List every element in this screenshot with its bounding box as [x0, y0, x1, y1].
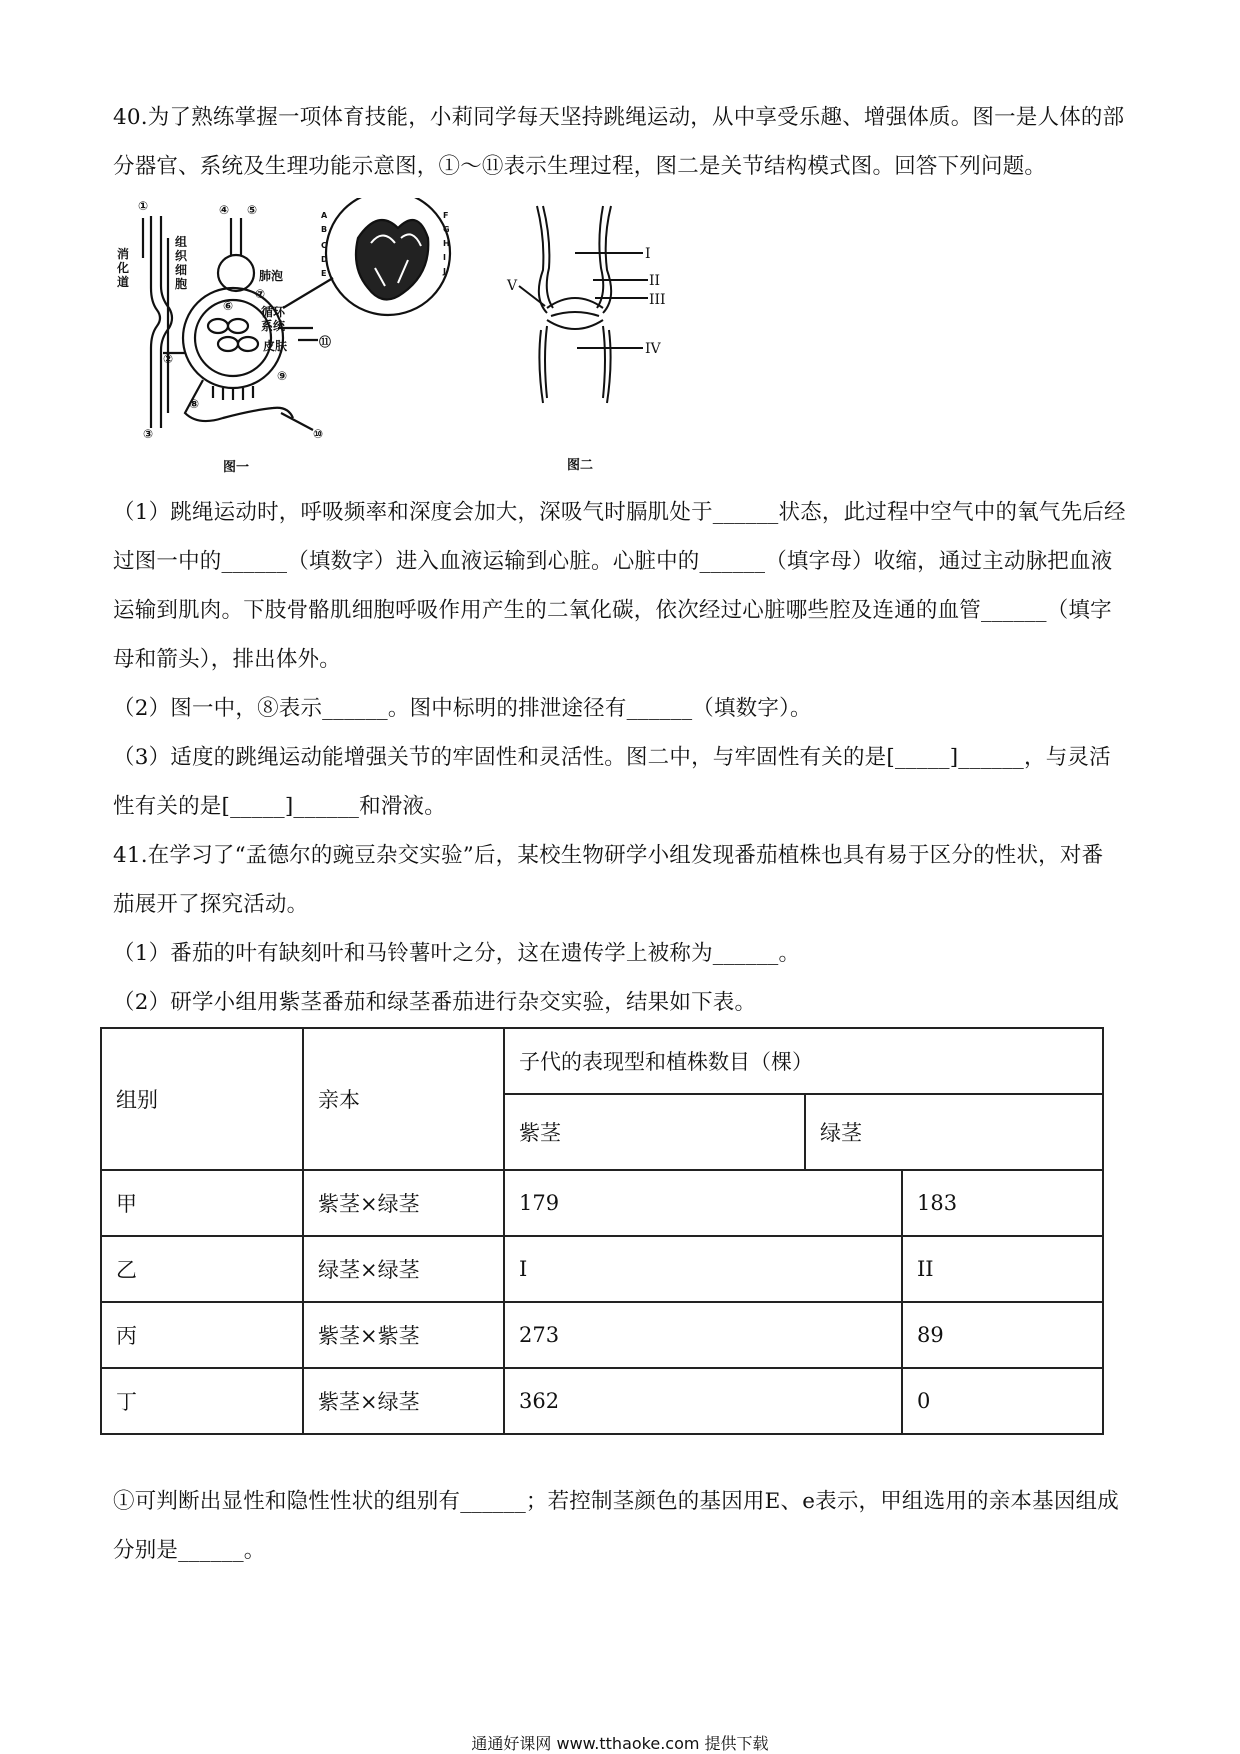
svg-text:II: II — [649, 273, 661, 289]
cross-results-table — [100, 1027, 1104, 1435]
svg-text:J: J — [443, 267, 446, 276]
svg-text:⑤: ⑤ — [247, 203, 258, 217]
cell-group: 甲 — [101, 1170, 303, 1236]
svg-text:IV: IV — [645, 341, 661, 357]
svg-text:⑦: ⑦ — [255, 287, 266, 301]
table-row — [101, 1170, 1103, 1236]
svg-text:⑪: ⑪ — [319, 335, 332, 349]
cell-purple: 273 — [504, 1302, 902, 1368]
svg-text:III: III — [649, 292, 666, 308]
svg-text:⑥: ⑥ — [223, 299, 234, 313]
svg-text:系统: 系统 — [261, 319, 286, 333]
cell-parent: 紫茎×绿茎 — [303, 1368, 504, 1434]
svg-text:①: ① — [138, 199, 149, 213]
q41-stem-line2: 茄展开了探究活动。 — [113, 892, 309, 917]
q40-stem-line1: 40.为了熟练掌握一项体育技能，小莉同学每天坚持跳绳运动，从中享受乐趣、增强体质。图一是人体的部 — [113, 105, 1125, 130]
q41-subq1-line2: 分别是______。 — [113, 1538, 266, 1563]
svg-text:胞: 胞 — [175, 277, 188, 291]
svg-text:细: 细 — [175, 263, 188, 277]
svg-text:I: I — [443, 253, 446, 262]
svg-text:⑧: ⑧ — [189, 397, 200, 411]
header-group: 组别 — [101, 1028, 303, 1170]
svg-text:化: 化 — [117, 261, 130, 275]
svg-text:I: I — [645, 246, 651, 262]
fig1-label-digestive-1: 消 — [117, 247, 130, 261]
svg-text:D: D — [321, 255, 328, 264]
svg-text:织: 织 — [175, 249, 188, 263]
cell-green: 0 — [902, 1368, 1103, 1434]
svg-text:V: V — [507, 278, 518, 294]
svg-text:组: 组 — [175, 235, 188, 249]
q40-part1-line3: 运输到肌肉。下肢骨骼肌细胞呼吸作用产生的二氧化碳，依次经过心脏哪些腔及连通的血管______（填字 — [113, 598, 1112, 623]
svg-text:F: F — [443, 211, 449, 220]
svg-text:A: A — [321, 211, 328, 220]
cell-purple: 179 — [504, 1170, 902, 1236]
cell-green: 183 — [902, 1170, 1103, 1236]
table-row — [101, 1236, 1103, 1302]
svg-text:C: C — [321, 241, 327, 250]
header-green: 绿茎 — [805, 1094, 1103, 1170]
svg-text:肺泡: 肺泡 — [259, 269, 284, 283]
q41-part2: （2）研学小组用紫茎番茄和绿茎番茄进行杂交实验，结果如下表。 — [113, 990, 757, 1015]
cell-green: II — [902, 1236, 1103, 1302]
cell-parent: 紫茎×绿茎 — [303, 1170, 504, 1236]
svg-text:H: H — [443, 239, 450, 248]
svg-text:E: E — [321, 269, 327, 278]
q41-subq1-line1: ①可判断出显性和隐性性状的组别有______；若控制茎颜色的基因用E、e表示，甲组选用的亲本基因组成 — [113, 1489, 1119, 1514]
q40-part1-line1: （1）跳绳运动时，呼吸频率和深度会加大，深吸气时膈肌处于______状态，此过程中空气中的氧气先后经 — [113, 500, 1126, 525]
q40-part2: （2）图一中，⑧表示______。图中标明的排泄途径有______（填数字）。 — [113, 696, 812, 721]
cell-parent: 紫茎×紫茎 — [303, 1302, 504, 1368]
svg-text:③: ③ — [143, 427, 154, 441]
svg-text:②: ② — [163, 352, 174, 366]
svg-text:B: B — [321, 225, 328, 234]
page-footer: 通通好课网 www.tthaoke.com 提供下载 — [471, 1734, 769, 1753]
figure-1-diagram — [113, 198, 473, 478]
svg-text:⑩: ⑩ — [313, 427, 324, 441]
svg-text:循环: 循环 — [261, 305, 286, 319]
header-parent: 亲本 — [303, 1028, 504, 1170]
cell-group: 丙 — [101, 1302, 303, 1368]
svg-text:⑨: ⑨ — [277, 369, 288, 383]
table-row — [101, 1368, 1103, 1434]
cell-parent: 绿茎×绿茎 — [303, 1236, 504, 1302]
q40-stem-line2: 分器官、系统及生理功能示意图，①～⑪表示生理过程，图二是关节结构模式图。回答下列问题。 — [113, 154, 1047, 179]
figure-1-caption: 图一 — [223, 460, 250, 475]
q40-part3-line1: （3）适度的跳绳运动能增强关节的牢固性和灵活性。图二中，与牢固性有关的是[_____]______，与灵活 — [113, 745, 1111, 770]
q40-part1-line4: 母和箭头），排出体外。 — [113, 647, 341, 672]
header-offspring: 子代的表现型和植株数目（棵） — [504, 1028, 1103, 1094]
svg-text:道: 道 — [117, 275, 130, 289]
q40-part3-line2: 性有关的是[_____]______和滑液。 — [113, 794, 446, 819]
svg-text:G: G — [443, 225, 450, 234]
cell-group: 丁 — [101, 1368, 303, 1434]
q41-stem-line1: 41.在学习了“孟德尔的豌豆杂交实验”后，某校生物研学小组发现番茄植株也具有易于区分的性状，对番 — [113, 843, 1104, 868]
q40-part1-line2: 过图一中的______（填数字）进入血液运输到心脏。心脏中的______（填字母）收缩，通过主动脉把血液 — [113, 549, 1113, 574]
svg-text:④: ④ — [219, 203, 230, 217]
figure-2-joint-diagram — [503, 198, 703, 428]
table-row — [101, 1302, 1103, 1368]
q40-figures — [113, 198, 713, 478]
cell-group: 乙 — [101, 1236, 303, 1302]
q41-part1: （1）番茄的叶有缺刻叶和马铃薯叶之分，这在遗传学上被称为______。 — [113, 941, 801, 966]
cell-green: 89 — [902, 1302, 1103, 1368]
figure-2-caption: 图二 — [567, 458, 594, 473]
cell-purple: I — [504, 1236, 902, 1302]
cell-purple: 362 — [504, 1368, 902, 1434]
svg-text:皮肤: 皮肤 — [263, 339, 288, 353]
header-purple: 紫茎 — [504, 1094, 805, 1170]
